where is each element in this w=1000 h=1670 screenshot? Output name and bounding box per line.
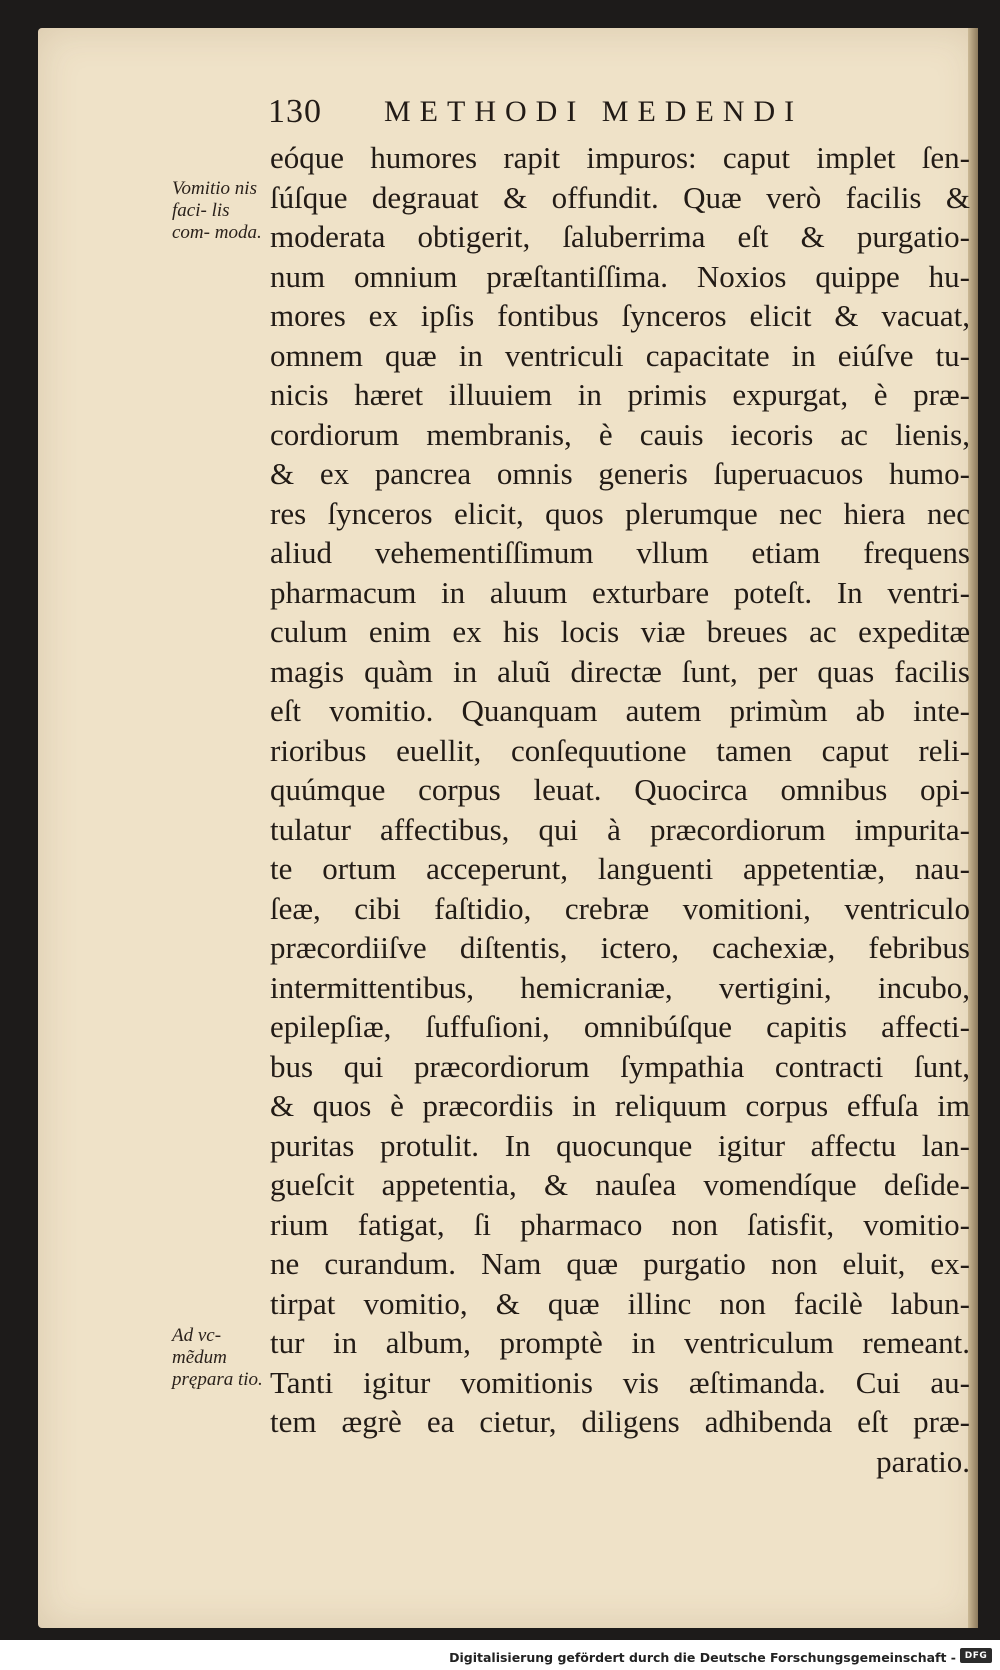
text-line: præcordiiſve diſtentis, ictero, cachexiæ, febribus [270,930,970,965]
text-line: & quos è præcordiis in reliquum corpus effuſa im [270,1088,970,1123]
text-line: moderata obtigerit, ſaluberrima eſt & purgatio- [270,219,970,254]
text-line: cordiorum membranis, è cauis iecoris ac lienis, [270,416,970,452]
margin-note-preparatio: Ad vc- mẽdum prępara tio. [172,1325,263,1390]
dfg-logo: DFG [960,1648,992,1663]
text-line: puritas protulit. In quocunque igitur affectu lan- [270,1127,970,1163]
running-title: METHODI MEDENDI [384,95,804,128]
page-header [268,90,958,134]
text-line: & ex pancrea omnis generis ſuperuacuos humo- [270,456,970,491]
text-line: ſúſque degrauat & offundit. Quæ verò facilis & [270,179,970,215]
text-line: epilepſiæ, ſuffuſioni, omnibúſque capitis affecti- [270,1009,970,1044]
text-line: tulatur affectibus, qui à præcordiorum impurita- [270,811,970,847]
text-line: quúmque corpus leuat. Quocirca omnibus opi- [270,772,970,807]
text-line: pharmacum in aluum exturbare poteſt. In ventri- [270,574,970,610]
margin-note-vomitio: Vomitio nis faci- lis com- moda. [172,178,262,243]
text-line: ne curandum. Nam quæ purgatio non eluit, ex- [270,1246,970,1281]
text-line: intermittentibus, hemicraniæ, vertigini, incubo, [270,969,970,1005]
text-line: rioribus euellit, conſequutione tamen caput reli- [270,732,970,768]
text-line: magis quàm in aluũ directæ ſunt, per quas facilis [270,653,970,689]
text-line: rium fatigat, ſi pharmaco non ſatisfit, vomitio- [270,1206,970,1242]
text-line: tur in album, promptè in ventriculum remeant. [270,1325,970,1360]
text-line: ſeæ, cibi faſtidio, crebræ vomitioni, ventriculo [270,890,970,926]
page-number: 130 [268,93,322,130]
text-line: tem ægrè ea cietur, diligens adhibenda eſt præ- [270,1404,970,1439]
text-line: aliud vehementiſſimum vllum etiam frequens [270,535,970,570]
body-text [270,138,970,1481]
digitization-credit: Digitalisierung gefördert durch die Deutsche Forschungsgemeinschaft - [449,1650,956,1665]
text-line: bus qui præcordiorum ſympathia contracti ſunt, [270,1048,970,1084]
text-line: eóque humores rapit impuros: caput implet ſen- [270,140,970,175]
text-line: tirpat vomitio, & quæ illinc non facilè labun- [270,1285,970,1321]
text-line: res ſynceros elicit, quos plerumque nec hiera nec [270,495,970,531]
text-line: nicis hæret illuuiem in primis expurgat, è præ- [270,377,970,412]
text-line: eſt vomitio. Quanquam autem primùm ab inte- [270,693,970,728]
text-line: gueſcit appetentia, & nauſea vomendíque deſide- [270,1167,970,1202]
text-line: culum enim ex his locis viæ breues ac expeditæ [270,614,970,649]
text-line: num omnium præſtantiſſima. Noxios quippe hu- [270,258,970,294]
text-line: te ortum acceperunt, languenti appetentiæ, nau- [270,851,970,886]
text-line: mores ex ipſis fontibus ſynceros elicit & vacuat, [270,298,970,333]
text-line: Tanti igitur vomitionis vis æſtimanda. Cui au- [270,1364,970,1400]
text-line: omnem quæ in ventriculi capacitate in eiúſve tu- [270,337,970,373]
text-line-last: paratio. [876,1443,970,1479]
